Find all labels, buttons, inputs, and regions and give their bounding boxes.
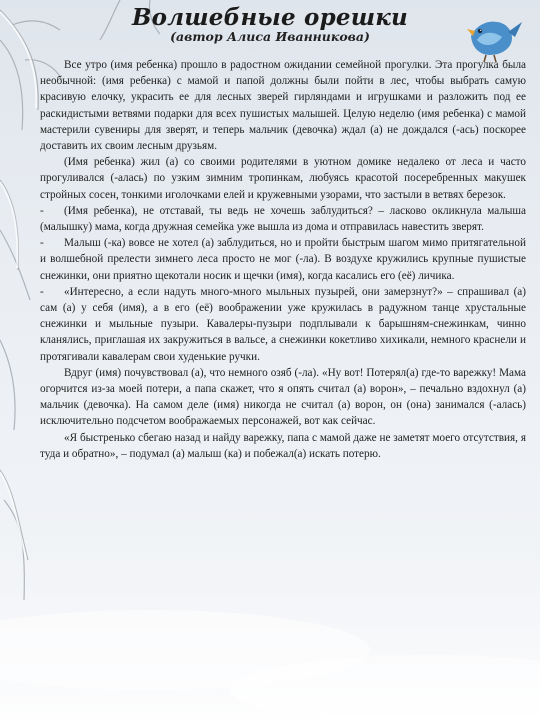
dialogue-dash: - [40, 237, 44, 250]
dialogue-paragraph [40, 284, 526, 365]
paragraph-text: (Имя ребенка), не отставай, ты ведь не хочешь заблудиться? – ласково окликнула малыша (малышку) мама, когда дружная семейка уже вышла из дома и отправилась навестить зверят. [40, 204, 526, 234]
paragraph: (Имя ребенка) жил (а) со своими родителями в уютном домике недалеко от леса и часто прогуливался (-алась) по узким зимним тропинкам, любуясь красотой посеребренных макушек стройных сосен, тонкими иголочками елей и кружевными узорами, что застыли в ветвях березок. [40, 156, 526, 201]
header [0, 4, 540, 45]
dialogue-paragraph [40, 203, 526, 235]
page-title: Волшебные орешки [132, 4, 408, 31]
dialogue-dash: - [40, 285, 44, 298]
paragraph: «Я быстренько сбегаю назад и найду варежку, папа с мамой даже не заметят моего отсутствия, я туда и обратно», – подумал (а) малыш (ка) и побежал(а) искать потерю. [40, 431, 526, 460]
paragraph: Все утро (имя ребенка) прошло в радостном ожидании семейной прогулки. Эта прогулка была необычной: (имя ребенка) с мамой и папой должны были пойти в лес, чтобы выбрать самую красивую елочку, украсить ее для лесных зверей гирляндами и игрушками и разложить под ее раскидистыми ветвями подарки для всех пушистых малышей. Целую неделю (имя ребенка) с мамой мастерили сувениры для зверят, и теперь мальчик (девочка) ждал (а) не дождался (-ась) поскорее доставить их своим лесным друзьям. [40, 59, 526, 153]
paragraph-text: «Интересно, а если надуть много-много мыльных пузырей, они замерзнут?» – спрашивал (а) сам (а) у себя (имя), а в его (её) воображении уже кружилась в радужном танце хрустальные снежинки и мыльные пузыри. Кавалеры-пузыри подплывали к барышням-снежинкам, чинно кланялись, приглашая их закружиться в вальсе, а снежинки кокетливо хихикали, немного краснели и протягивали кавалерам свои худенькие ручки. [40, 285, 526, 363]
paragraph-text: Малыш (-ка) вовсе не хотел (а) заблудиться, но и пройти быстрым шагом мимо притягательной и волшебной прелести зимнего леса просто не мог (-ла). В воздухе кружились крупные пушистые снежинки, они приятно щекотали носик и щечки (имя), когда касались его (её) личика. [40, 237, 526, 282]
story-body [40, 57, 526, 462]
paragraph: Вдруг (имя) почувствовал (а), что немного озяб (-ла). «Ну вот! Потерял(а) где-то варежку! Мама огорчится из-за моей потери, а папа скажет, что я опять считал (а) ворон», – печально вздохнул (а) мальчик (девочка). На самом деле (имя) никогда не считал (а) ворон, он (она) занимался (-алась) исключительно подсчетом воображаемых персонажей, вот как сейчас. [40, 366, 526, 428]
dialogue-paragraph [40, 235, 526, 284]
author-subtitle: (автор Алиса Иванникова) [170, 29, 370, 44]
dialogue-dash: - [40, 204, 44, 217]
